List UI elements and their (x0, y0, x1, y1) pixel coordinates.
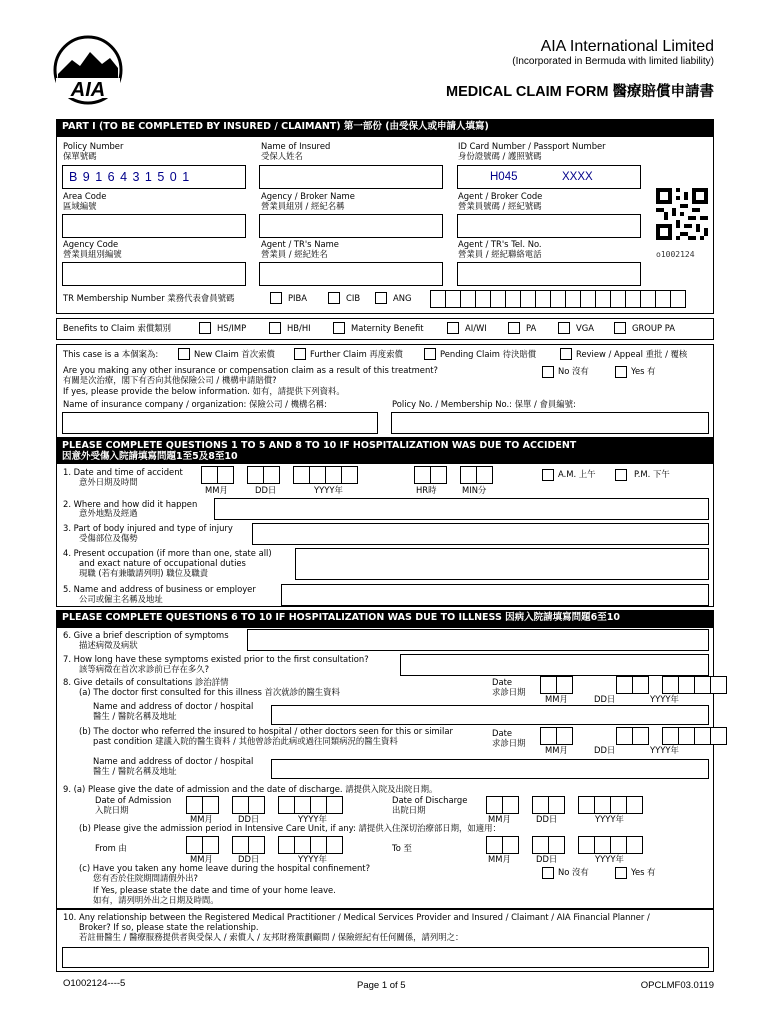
q10-label-zh: 若註冊醫生 / 醫療服務提供者與受保人 / 索償人 / 友邦財務策劃顧問 / 保險經紀有任何關係，請列明之： (79, 932, 464, 942)
footer-page: Page 1 of 5 (357, 980, 406, 991)
q1-label-zh: 意外日期及時間 (79, 477, 138, 487)
q2-label-zh: 意外地點及經過 (79, 508, 138, 518)
new-claim-label: New Claim 首次索償 (194, 349, 275, 359)
q8b-label: (b) The doctor who referred the insured to hospital / other doctors seen for this or similar (79, 726, 453, 736)
q1-pm-label: P.M. 下午 (634, 469, 670, 479)
agent-broker-code-label: Agent / Broker Code (458, 191, 543, 201)
q1-dd-label: DD日 (255, 485, 277, 495)
q8a-label: (a) The doctor first consulted for this illness 首次就診的醫生資料 (79, 687, 340, 697)
icu-from-yyyy: YYYY年 (298, 854, 327, 864)
q3-field[interactable] (252, 523, 709, 545)
accident-title-zh: 因意外受傷入院請填寫問題1至5及8至10 (62, 451, 238, 462)
tr-ang-label: ANG (393, 293, 412, 303)
q1-time-boxes[interactable] (414, 466, 493, 484)
q1-pm-checkbox[interactable] (615, 469, 627, 481)
q6-label-zh: 描述病徵及病狀 (79, 640, 138, 650)
q6-label: 6. Give a brief description of symptoms (63, 630, 229, 640)
benefit-maternity-checkbox[interactable] (333, 322, 345, 334)
q8b-label-2: past condition 建議入院的醫生資料 / 其他曾診治此病或過往同類病況的醫生資料 (93, 736, 398, 746)
q8a-date-label-zh: 求診日期 (492, 687, 526, 697)
icu-from-mm: MM月 (190, 854, 213, 864)
q8a-yyyy: YYYY年 (650, 694, 679, 704)
benefit-pa-label: PA (526, 323, 537, 333)
benefit-hb-hi-label: HB/HI (287, 323, 311, 333)
id-card-label: ID Card Number / Passport Number (458, 141, 606, 151)
if-yes-note: If yes, please provide the below information. 如有，請提供下列資料。 (63, 386, 345, 396)
q1-am-checkbox[interactable] (542, 469, 554, 481)
icu-to-yyyy: YYYY年 (595, 854, 624, 864)
benefit-group-pa-label: GROUP PA (632, 323, 675, 333)
company-name: AIA International Limited (540, 38, 714, 55)
q8a-mm: MM月 (545, 694, 568, 704)
q3-label-zh: 受傷部位及傷勢 (79, 533, 138, 543)
other-insurance-yes-label: Yes 有 (631, 366, 656, 376)
agency-code-label: Agency Code (63, 239, 119, 249)
admission-mm: MM月 (190, 814, 213, 824)
admission-label: Date of Admission (95, 795, 172, 805)
q4-label-b: and exact nature of occupational duties (79, 558, 246, 568)
benefit-maternity-label: Maternity Benefit (351, 323, 424, 333)
q8b-dd: DD日 (594, 745, 616, 755)
icu-from-label: From 由 (95, 843, 127, 853)
benefit-hs-imp-label: HS/IMP (217, 323, 247, 333)
discharge-dd: DD日 (536, 814, 558, 824)
benefit-hs-imp-checkbox[interactable] (199, 322, 211, 334)
agency-code-label-zh: 營業員組別編號 (63, 249, 122, 259)
q1-am-label: A.M. 上午 (558, 469, 596, 479)
id-card-field[interactable] (457, 165, 641, 189)
q10-label-b: Broker? If so, please state the relationship. (79, 922, 259, 932)
admission-dd: DD日 (238, 814, 260, 824)
insurance-company-label: Name of insurance company / organization: 保險公司 / 機構名稱: (63, 399, 327, 409)
id-card-mask: XXXX (562, 171, 593, 183)
q5-field[interactable] (281, 584, 709, 606)
review-appeal-label: Review / Appeal 重批 / 覆核 (576, 349, 688, 359)
tr-piba-checkbox[interactable] (270, 292, 282, 304)
benefit-ai-wi-label: AI/WI (465, 323, 487, 333)
q8b-mm: MM月 (545, 745, 568, 755)
q1-yyyy-label: YYYY年 (314, 485, 343, 495)
insurance-company-field[interactable] (62, 412, 378, 434)
form-title: MEDICAL CLAIM FORM 醫療賠償申請書 (446, 84, 714, 100)
q8b-doctor-field[interactable] (271, 759, 709, 779)
agent-tr-name-label: Agent / TR's Name (261, 239, 339, 249)
q4-label-zh: 現職 (若有兼職請列明) 職位及職責 (79, 568, 209, 578)
insurance-policy-label: Policy No. / Membership No.: 保單 / 會員編號: (392, 399, 576, 409)
benefit-vga-label: VGA (576, 323, 594, 333)
q8a-doctor-field[interactable] (271, 705, 709, 725)
q9c-label: (c) Have you taken any home leave during the hospital confinement? (79, 863, 371, 873)
q8-label: 8. Give details of consultations 診治詳情 (63, 677, 229, 687)
further-claim-label: Further Claim 再度索償 (310, 349, 403, 359)
other-insurance-no-checkbox[interactable] (542, 366, 554, 378)
q8b-date-label: Date (492, 728, 513, 738)
q8a-doctor-label-zh: 醫生 / 醫院名稱及地址 (93, 711, 177, 721)
q6-field[interactable] (247, 629, 709, 651)
q7-label: 7. How long have these symptoms existed prior to the first consultation? (63, 654, 369, 664)
icu-to-mm: MM月 (488, 854, 511, 864)
q8b-date-label-zh: 求診日期 (492, 738, 526, 748)
benefit-vga-checkbox[interactable] (558, 322, 570, 334)
area-code-field[interactable] (62, 214, 246, 238)
discharge-yyyy: YYYY年 (595, 814, 624, 824)
q5-label-zh: 公司或僱主名稱及地址 (79, 594, 163, 604)
icu-from-dd: DD日 (238, 854, 260, 864)
other-insurance-no-label: No 沒有 (558, 366, 589, 376)
policy-number-label-zh: 保單號碼 (63, 151, 97, 161)
discharge-label: Date of Discharge (392, 795, 468, 805)
benefit-ai-wi-checkbox[interactable] (447, 322, 459, 334)
tr-piba-label: PIBA (288, 293, 307, 303)
benefit-pa-checkbox[interactable] (508, 322, 520, 334)
company-note: (Incorporated in Bermuda with limited liability) (512, 56, 714, 67)
admission-yyyy: YYYY年 (298, 814, 327, 824)
q7-field[interactable] (400, 654, 709, 676)
icu-to-dd: DD日 (536, 854, 558, 864)
other-insurance-question-zh: 有關是次治療，閣下有否向其他保險公司 / 機構申請賠償? (63, 375, 277, 385)
q10-field[interactable] (62, 947, 709, 968)
icu-from-date-boxes[interactable] (186, 836, 343, 854)
barcode-number: o1002124 (656, 250, 695, 259)
agency-code-field[interactable] (62, 262, 246, 286)
agent-broker-code-label-zh: 營業員號碼 / 經紀號碼 (458, 201, 542, 211)
further-claim-checkbox[interactable] (294, 348, 306, 360)
aia-logo (52, 34, 124, 106)
home-leave-no-label: No 沒有 (558, 867, 589, 877)
agent-tr-tel-field[interactable] (457, 262, 641, 286)
q8b-doctor-label: Name and address of doctor / hospital (93, 756, 254, 766)
illness-title: PLEASE COMPLETE QUESTIONS 6 TO 10 IF HOSPITALIZATION WAS DUE TO ILLNESS 因病入院請填寫問題6至10 (56, 610, 714, 627)
q9c-label-zh: 您有否於住院期間請假外出? (93, 873, 198, 883)
footer-right: OPCLMF03.0119 (640, 980, 714, 991)
qr-code-icon (656, 188, 708, 240)
logo-text: AIA (70, 79, 106, 101)
other-insurance-question: Are you making any other insurance or compensation claim as a result of this treatment? (63, 365, 438, 375)
id-card-label-zh: 身份證號碼 / 護照號碼 (458, 151, 542, 161)
case-label: This case is a 本個案為: (63, 349, 159, 359)
home-leave-yes-label: Yes 有 (631, 867, 656, 877)
tr-cib-checkbox[interactable] (328, 292, 340, 304)
policy-number-label: Policy Number (63, 141, 124, 151)
benefit-group-pa-checkbox[interactable] (614, 322, 626, 334)
admission-label-zh: 入院日期 (95, 805, 129, 815)
home-leave-yes-checkbox[interactable] (615, 867, 627, 879)
icu-to-label: To 至 (392, 843, 412, 853)
q8a-dd: DD日 (594, 694, 616, 704)
q9c-if-label: If Yes, please state the date and time of your home leave. (93, 885, 336, 895)
agent-broker-code-field[interactable] (457, 214, 641, 238)
agency-broker-name-field[interactable] (259, 214, 443, 238)
q8b-doctor-label-zh: 醫生 / 醫院名稱及地址 (93, 766, 177, 776)
agency-broker-name-label: Agency / Broker Name (261, 191, 355, 201)
q2-label: 2. Where and how did it happen (63, 499, 198, 509)
icu-to-date-boxes[interactable] (486, 836, 643, 854)
review-appeal-checkbox[interactable] (560, 348, 572, 360)
q5-label: 5. Name and address of business or employer (63, 584, 256, 594)
tr-membership-label: TR Membership Number 業務代表會員號碼 (63, 293, 235, 303)
discharge-mm: MM月 (488, 814, 511, 824)
part1-title: PART I (TO BE COMPLETED BY INSURED / CLAIMANT) 第一部份 (由受保人或申請人填寫) (56, 119, 714, 136)
admission-date-boxes[interactable] (186, 796, 343, 814)
discharge-label-zh: 出院日期 (392, 805, 426, 815)
tr-membership-digits[interactable] (430, 290, 686, 308)
pending-claim-checkbox[interactable] (424, 348, 436, 360)
q1-label: 1. Date and time of accident (63, 467, 183, 477)
id-card-prefix: H045 (490, 171, 518, 183)
area-code-label-zh: 區域編號 (63, 201, 97, 211)
agency-broker-name-label-zh: 營業員組別 / 經紀名稱 (261, 201, 345, 211)
q4-field[interactable] (295, 548, 709, 580)
benefit-hb-hi-checkbox[interactable] (269, 322, 281, 334)
q8a-doctor-label: Name and address of doctor / hospital (93, 701, 254, 711)
footer-left: O1002124----5 (63, 978, 126, 989)
agent-tr-name-label-zh: 營業員 / 經紀姓名 (261, 249, 328, 259)
q4-label: 4. Present occupation (if more than one, state all) (63, 548, 272, 558)
policy-number-value: B 9 1 6 4 3 1 5 0 1 (69, 170, 191, 184)
area-code-label: Area Code (63, 191, 107, 201)
q1-mm-label: MM月 (205, 485, 228, 495)
pending-claim-label: Pending Claim 待決賠償 (440, 349, 537, 359)
q1-min-label: MIN分 (462, 485, 487, 495)
q1-date-boxes[interactable] (201, 466, 358, 484)
home-leave-no-checkbox[interactable] (542, 867, 554, 879)
q2-field[interactable] (214, 498, 709, 520)
insured-name-label-zh: 受保人姓名 (261, 151, 303, 161)
q8b-yyyy: YYYY年 (650, 745, 679, 755)
benefits-label: Benefits to Claim 索償類別 (63, 323, 171, 333)
agent-tr-name-field[interactable] (259, 262, 443, 286)
q9b-label: (b) Please give the admission period in Intensive Care Unit, if any: 請提供入住深切治療部日期，如適用： (79, 823, 501, 833)
new-claim-checkbox[interactable] (178, 348, 190, 360)
discharge-date-boxes[interactable] (486, 796, 643, 814)
q10-label: 10. Any relationship between the Registered Medical Practitioner / Medical Services Provider and Insured / Claimant / AIA Financial Planner / (63, 912, 650, 922)
q3-label: 3. Part of body injured and type of injury (63, 523, 233, 533)
q8a-date-label: Date (492, 677, 513, 687)
q1-hr-label: HR時 (416, 485, 437, 495)
other-insurance-yes-checkbox[interactable] (615, 366, 627, 378)
accident-title (56, 438, 714, 463)
insured-name-field[interactable] (259, 165, 443, 189)
q7-label-zh: 該等病徵在首次求診前已存在多久? (79, 664, 210, 674)
agent-tr-tel-label: Agent / TR's Tel. No. (458, 239, 542, 249)
policy-number-field[interactable] (62, 165, 246, 189)
q8b-date-boxes[interactable] (540, 727, 727, 745)
insurance-policy-field[interactable] (391, 412, 709, 434)
accident-title-en: PLEASE COMPLETE QUESTIONS 1 TO 5 AND 8 TO 10 IF HOSPITALIZATION WAS DUE TO ACCIDENT (62, 440, 577, 451)
q9a-label: 9. (a) Please give the date of admission and the date of discharge. 請提供入院及出院日期。 (63, 784, 438, 794)
q8a-date-boxes[interactable] (540, 676, 727, 694)
agent-tr-tel-label-zh: 營業員 / 經紀聯絡電話 (458, 249, 542, 259)
q9c-if-label-zh: 如有，請列明外出之日期及時間。 (93, 895, 219, 905)
insured-name-label: Name of Insured (261, 141, 331, 151)
tr-ang-checkbox[interactable] (375, 292, 387, 304)
tr-cib-label: CIB (346, 293, 361, 303)
